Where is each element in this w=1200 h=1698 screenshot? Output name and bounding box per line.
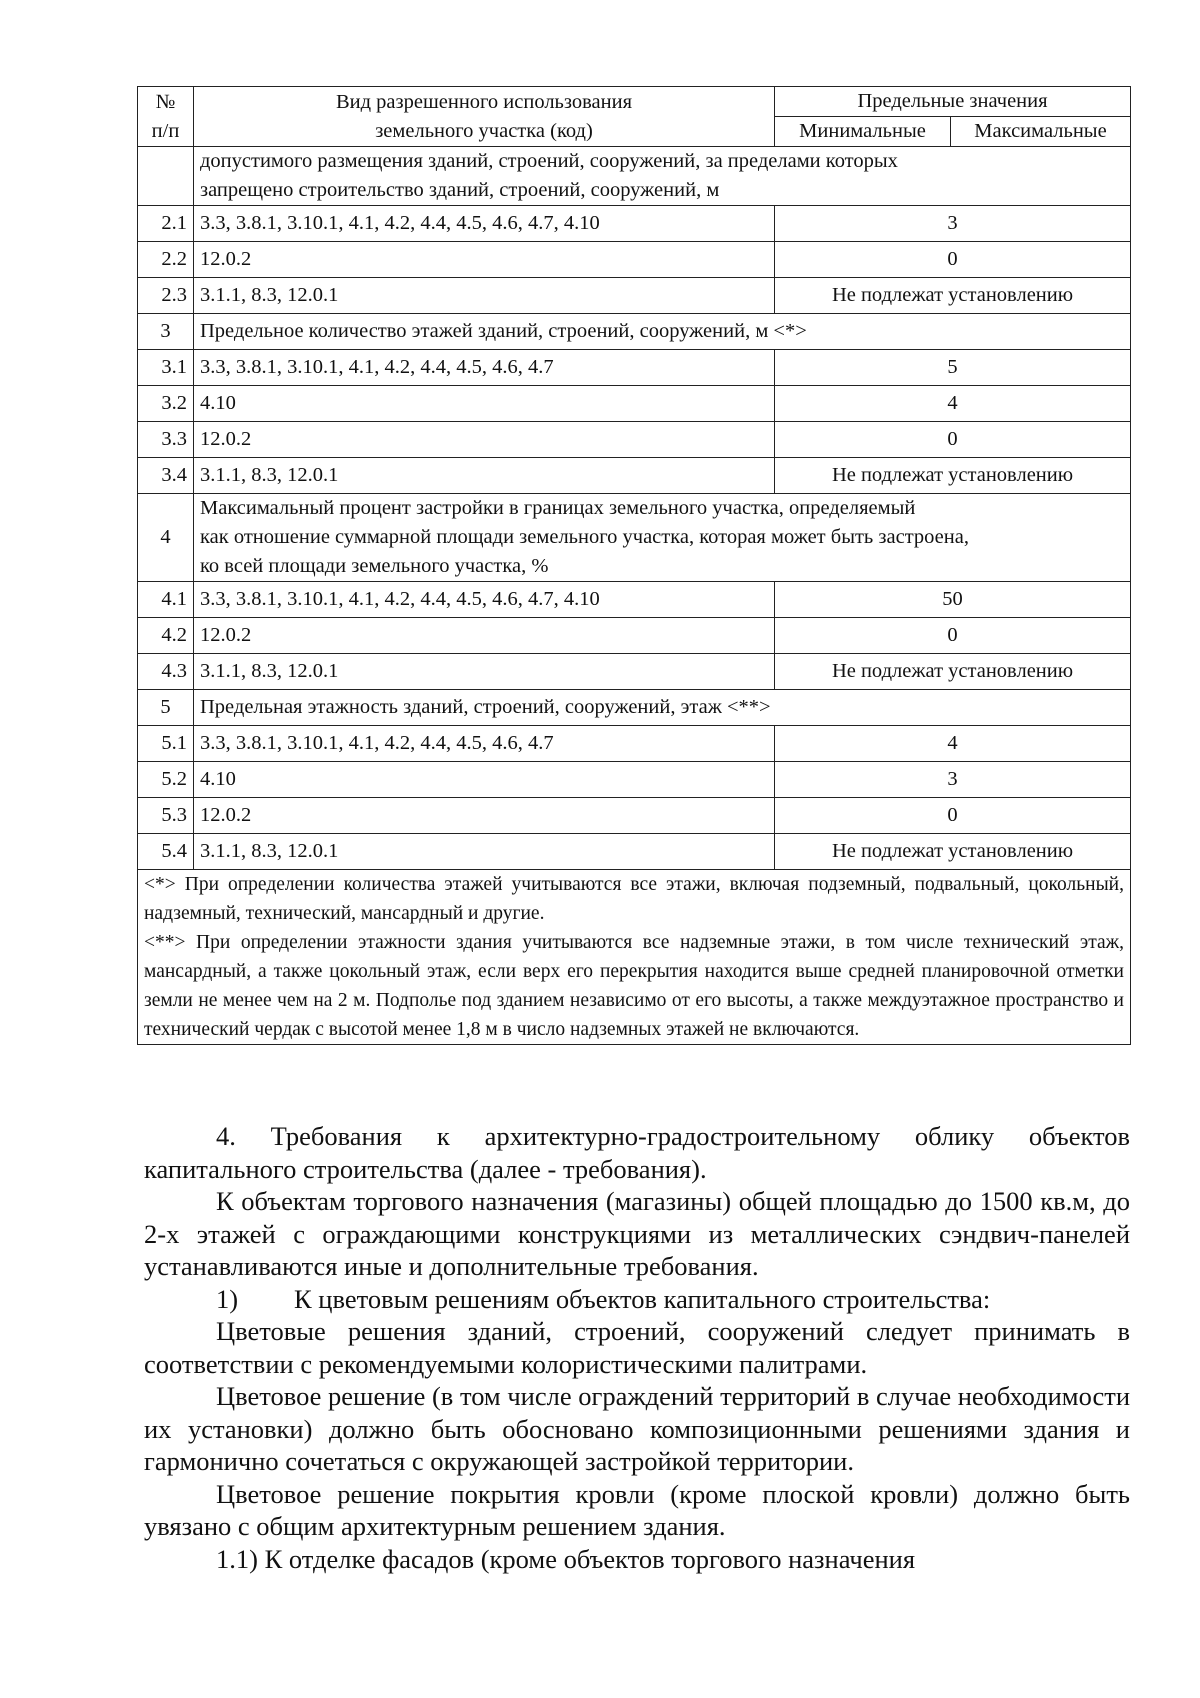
row-value: 0 bbox=[775, 618, 1131, 654]
row-code: 12.0.2 bbox=[194, 422, 775, 458]
table-row bbox=[138, 618, 1131, 654]
row-number: 2.2 bbox=[138, 242, 194, 278]
section-description: допустимого размещения зданий, строений, сооружений, за пределами которых запрещено строительство зданий, строений, сооружений, м bbox=[194, 147, 1131, 206]
document-body bbox=[144, 1120, 1130, 1575]
row-value: 0 bbox=[775, 242, 1131, 278]
row-number: 4 bbox=[138, 494, 194, 582]
row-number: 5.4 bbox=[138, 834, 194, 870]
header-number: № п/п bbox=[138, 87, 194, 147]
row-number: 4.3 bbox=[138, 654, 194, 690]
table-section-row bbox=[138, 314, 1131, 350]
row-value: 4 bbox=[775, 386, 1131, 422]
table-notes-row bbox=[138, 870, 1131, 1045]
row-value: 4 bbox=[775, 726, 1131, 762]
row-code: 12.0.2 bbox=[194, 618, 775, 654]
table-header-row bbox=[138, 87, 1131, 117]
paragraph-color-justification: Цветовое решение (в том числе ограждений территорий в случае необходимости их установки) должно быть обосновано композиционными решениями здания и гармонично сочетаться с окружающей застройкой территории. bbox=[144, 1381, 1130, 1476]
row-code: 3.3, 3.8.1, 3.10.1, 4.1, 4.2, 4.4, 4.5, 4.6, 4.7, 4.10 bbox=[194, 582, 775, 618]
table-row bbox=[138, 762, 1131, 798]
footnote-double-star: <**> При определении этажности здания учитываются все надземные этажи, в том числе технический этаж, мансардный, а также цокольный этаж, если верх его перекрытия находится выше средней планировочной отметки земли не менее чем на 2 м. Подполье под зданием независимо от его высоты, а также междуэтажное пространство и технический чердак с высотой менее 1,8 м в число надземных этажей не включаются. bbox=[144, 932, 1124, 1040]
row-code: 3.3, 3.8.1, 3.10.1, 4.1, 4.2, 4.4, 4.5, 4.6, 4.7, 4.10 bbox=[194, 206, 775, 242]
row-code: 4.10 bbox=[194, 386, 775, 422]
list-item-color-solutions bbox=[144, 1283, 1130, 1316]
row-value: 3 bbox=[775, 206, 1131, 242]
table-row bbox=[138, 834, 1131, 870]
list-number: 1) bbox=[216, 1283, 239, 1314]
row-number bbox=[138, 147, 194, 206]
table-row bbox=[138, 206, 1131, 242]
row-value: Не подлежат установлению bbox=[775, 654, 1131, 690]
row-number: 3.2 bbox=[138, 386, 194, 422]
paragraph-facade-finishing: 1.1) К отделке фасадов (кроме объектов торгового назначения bbox=[216, 1543, 916, 1574]
row-code: 3.1.1, 8.3, 12.0.1 bbox=[194, 654, 775, 690]
header-minimum: Минимальные bbox=[775, 117, 951, 147]
row-number: 2.3 bbox=[138, 278, 194, 314]
header-limit-values: Предельные значения bbox=[775, 87, 1131, 117]
table-row bbox=[138, 726, 1131, 762]
paragraph-roof-color: Цветовое решение покрытия кровли (кроме плоской кровли) должно быть увязано с общим архитектурным решением здания. bbox=[144, 1478, 1130, 1541]
paragraph-trade-objects: К объектам торгового назначения (магазины) общей площадью до 1500 кв.м, до 2-х этажей с ограждающими конструкциями из металлических сэндвич-панелей устанавливаются иные и дополнительные требования. bbox=[144, 1186, 1130, 1281]
row-value: Не подлежат установлению bbox=[775, 278, 1131, 314]
table-row bbox=[138, 350, 1131, 386]
row-code: 4.10 bbox=[194, 762, 775, 798]
table-row bbox=[138, 422, 1131, 458]
table-row bbox=[138, 278, 1131, 314]
row-code: 3.1.1, 8.3, 12.0.1 bbox=[194, 834, 775, 870]
table-row bbox=[138, 798, 1131, 834]
row-number: 5 bbox=[138, 690, 194, 726]
row-number: 2.1 bbox=[138, 206, 194, 242]
table-row bbox=[138, 458, 1131, 494]
row-value: 5 bbox=[775, 350, 1131, 386]
row-number: 5.1 bbox=[138, 726, 194, 762]
row-code: 3.1.1, 8.3, 12.0.1 bbox=[194, 458, 775, 494]
row-value: Не подлежат установлению bbox=[775, 834, 1131, 870]
row-value: Не подлежат установлению bbox=[775, 458, 1131, 494]
row-value: 0 bbox=[775, 798, 1131, 834]
table-section-row bbox=[138, 690, 1131, 726]
table-footnotes bbox=[138, 870, 1131, 1045]
row-number: 4.1 bbox=[138, 582, 194, 618]
table-row bbox=[138, 242, 1131, 278]
section-title: Предельное количество этажей зданий, строений, сооружений, м <*> bbox=[194, 314, 1131, 350]
table-row bbox=[138, 582, 1131, 618]
row-number: 3.3 bbox=[138, 422, 194, 458]
row-value: 0 bbox=[775, 422, 1131, 458]
footnote-single-star: <*> При определении количества этажей учитываются все этажи, включая подземный, подвальный, цокольный, надземный, технический, мансардный и другие. bbox=[144, 874, 1124, 924]
row-number: 5.3 bbox=[138, 798, 194, 834]
row-code: 12.0.2 bbox=[194, 242, 775, 278]
section-title: Предельная этажность зданий, строений, сооружений, этаж <**> bbox=[194, 690, 1131, 726]
row-code: 3.3, 3.8.1, 3.10.1, 4.1, 4.2, 4.4, 4.5, 4.6, 4.7 bbox=[194, 350, 775, 386]
header-use-type: Вид разрешенного использования земельного участка (код) bbox=[194, 87, 775, 147]
row-number: 3.4 bbox=[138, 458, 194, 494]
header-maximum: Максимальные bbox=[951, 117, 1131, 147]
row-number: 5.2 bbox=[138, 762, 194, 798]
row-code: 12.0.2 bbox=[194, 798, 775, 834]
table-row bbox=[138, 147, 1131, 206]
table-row bbox=[138, 386, 1131, 422]
paragraph-requirements-heading: 4. Требования к архитектурно-градостроительному облику объектов капитального строительства (далее - требования). bbox=[144, 1121, 1130, 1184]
list-text: К цветовым решениям объектов капитального строительства: bbox=[294, 1283, 991, 1314]
land-use-limits-table bbox=[137, 86, 1131, 1045]
section-title: Максимальный процент застройки в границах земельного участка, определяемый как отношение суммарной площади земельного участка, которая может быть застроена, ко всей площади земельного участка, % bbox=[194, 494, 1131, 582]
row-number: 3.1 bbox=[138, 350, 194, 386]
row-code: 3.1.1, 8.3, 12.0.1 bbox=[194, 278, 775, 314]
table-row bbox=[138, 654, 1131, 690]
row-code: 3.3, 3.8.1, 3.10.1, 4.1, 4.2, 4.4, 4.5, 4.6, 4.7 bbox=[194, 726, 775, 762]
row-number: 3 bbox=[138, 314, 194, 350]
row-value: 50 bbox=[775, 582, 1131, 618]
table-section-row bbox=[138, 494, 1131, 582]
row-value: 3 bbox=[775, 762, 1131, 798]
paragraph-color-palettes: Цветовые решения зданий, строений, сооружений следует принимать в соответствии с рекомендуемыми колористическими палитрами. bbox=[144, 1316, 1130, 1379]
row-number: 4.2 bbox=[138, 618, 194, 654]
